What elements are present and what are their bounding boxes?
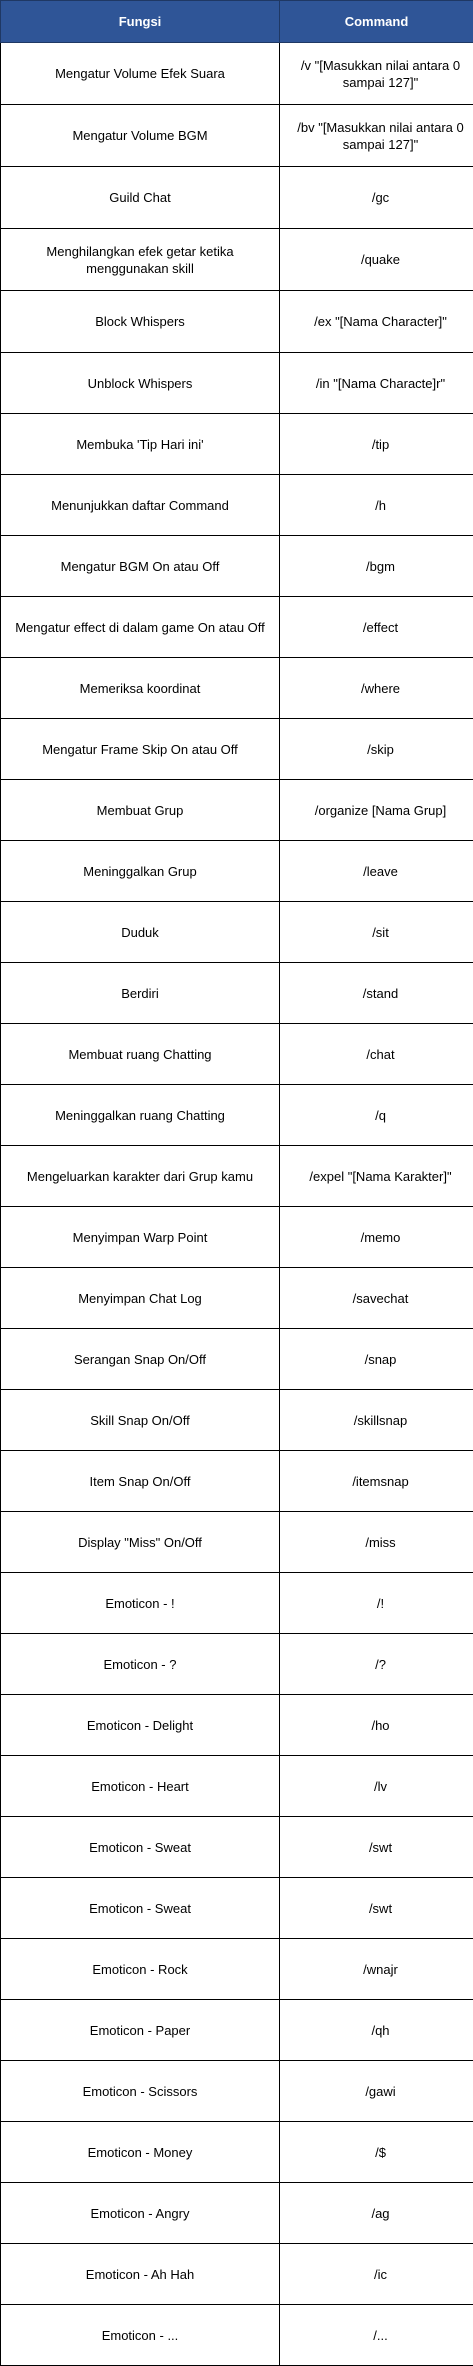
- table-row: [1, 2183, 473, 2244]
- table-row: [1, 1573, 473, 1634]
- cell-command: /expel "[Nama Karakter]": [280, 1146, 473, 1207]
- cell-command: /in "[Nama Characte]r": [280, 353, 473, 414]
- cell-command: /ag: [280, 2183, 473, 2244]
- cell-fungsi: Serangan Snap On/Off: [1, 1329, 280, 1390]
- cell-command: /organize [Nama Grup]: [280, 780, 473, 841]
- table-row: [1, 1268, 473, 1329]
- table-row: [1, 105, 473, 167]
- cell-fungsi: Menyimpan Warp Point: [1, 1207, 280, 1268]
- cell-command: /chat: [280, 1024, 473, 1085]
- cell-fungsi: Emoticon - Angry: [1, 2183, 280, 2244]
- cell-command: /swt: [280, 1817, 473, 1878]
- table-row: [1, 1146, 473, 1207]
- table-row: [1, 1329, 473, 1390]
- table-row: [1, 1512, 473, 1573]
- cell-fungsi: Menyimpan Chat Log: [1, 1268, 280, 1329]
- table-row: [1, 841, 473, 902]
- cell-command: /tip: [280, 414, 473, 475]
- table-row: [1, 353, 473, 414]
- cell-fungsi: Membuka 'Tip Hari ini': [1, 414, 280, 475]
- table-header-row: [1, 1, 473, 43]
- cell-command: /memo: [280, 1207, 473, 1268]
- cell-command: /sit: [280, 902, 473, 963]
- cell-command: /lv: [280, 1756, 473, 1817]
- cell-fungsi: Emoticon - Paper: [1, 2000, 280, 2061]
- cell-command: /...: [280, 2305, 473, 2366]
- table-row: [1, 658, 473, 719]
- table-row: [1, 1390, 473, 1451]
- table-row: [1, 2000, 473, 2061]
- cell-command: /$: [280, 2122, 473, 2183]
- table-row: [1, 780, 473, 841]
- cell-fungsi: Membuat ruang Chatting: [1, 1024, 280, 1085]
- cell-fungsi: Membuat Grup: [1, 780, 280, 841]
- cell-command: /ho: [280, 1695, 473, 1756]
- cell-command: /miss: [280, 1512, 473, 1573]
- cell-fungsi: Emoticon - Delight: [1, 1695, 280, 1756]
- cell-fungsi: Block Whispers: [1, 291, 280, 353]
- table-row: [1, 1878, 473, 1939]
- cell-command: /ic: [280, 2244, 473, 2305]
- cell-fungsi: Unblock Whispers: [1, 353, 280, 414]
- cell-fungsi: Emoticon - Sweat: [1, 1878, 280, 1939]
- cell-command: /stand: [280, 963, 473, 1024]
- cell-fungsi: Emoticon - Scissors: [1, 2061, 280, 2122]
- table-row: [1, 1695, 473, 1756]
- table-row: [1, 719, 473, 780]
- cell-fungsi: Emoticon - ...: [1, 2305, 280, 2366]
- cell-command: /skillsnap: [280, 1390, 473, 1451]
- header-command: Command: [280, 1, 473, 43]
- table-row: [1, 2305, 473, 2366]
- table-row: [1, 1085, 473, 1146]
- table-row: [1, 291, 473, 353]
- cell-command: /savechat: [280, 1268, 473, 1329]
- cell-command: /quake: [280, 229, 473, 291]
- cell-fungsi: Emoticon - Sweat: [1, 1817, 280, 1878]
- table-row: [1, 2244, 473, 2305]
- cell-command: /effect: [280, 597, 473, 658]
- cell-command: /gawi: [280, 2061, 473, 2122]
- cell-fungsi: Menunjukkan daftar Command: [1, 475, 280, 536]
- cell-fungsi: Item Snap On/Off: [1, 1451, 280, 1512]
- header-fungsi: Fungsi: [1, 1, 280, 43]
- cell-command: /skip: [280, 719, 473, 780]
- cell-fungsi: Guild Chat: [1, 167, 280, 229]
- cell-fungsi: Emoticon - !: [1, 1573, 280, 1634]
- cell-fungsi: Berdiri: [1, 963, 280, 1024]
- cell-fungsi: Skill Snap On/Off: [1, 1390, 280, 1451]
- table-row: [1, 1451, 473, 1512]
- cell-fungsi: Mengatur Volume BGM: [1, 105, 280, 167]
- table-body: [1, 43, 473, 2366]
- table-row: [1, 1634, 473, 1695]
- table-row: [1, 1207, 473, 1268]
- cell-fungsi: Mengatur Frame Skip On atau Off: [1, 719, 280, 780]
- cell-fungsi: Mengatur effect di dalam game On atau Off: [1, 597, 280, 658]
- cell-command: /snap: [280, 1329, 473, 1390]
- table-row: [1, 414, 473, 475]
- table-row: [1, 2061, 473, 2122]
- table-row: [1, 597, 473, 658]
- table-row: [1, 963, 473, 1024]
- cell-fungsi: Emoticon - Rock: [1, 1939, 280, 2000]
- cell-command: /bv "[Masukkan nilai antara 0 sampai 127]": [280, 105, 473, 167]
- cell-command: /swt: [280, 1878, 473, 1939]
- table-row: [1, 43, 473, 105]
- table-row: [1, 229, 473, 291]
- table-row: [1, 167, 473, 229]
- table-row: [1, 2122, 473, 2183]
- cell-command: /h: [280, 475, 473, 536]
- cell-fungsi: Menghilangkan efek getar ketika menggunakan skill: [1, 229, 280, 291]
- cell-fungsi: Emoticon - Money: [1, 2122, 280, 2183]
- cell-command: /q: [280, 1085, 473, 1146]
- table-row: [1, 1024, 473, 1085]
- cell-fungsi: Mengeluarkan karakter dari Grup kamu: [1, 1146, 280, 1207]
- cell-fungsi: Meninggalkan ruang Chatting: [1, 1085, 280, 1146]
- table-row: [1, 1939, 473, 2000]
- cell-command: /!: [280, 1573, 473, 1634]
- cell-command: /bgm: [280, 536, 473, 597]
- cell-command: /wnajr: [280, 1939, 473, 2000]
- table-row: [1, 536, 473, 597]
- cell-fungsi: Emoticon - ?: [1, 1634, 280, 1695]
- cell-command: /gc: [280, 167, 473, 229]
- cell-command: /qh: [280, 2000, 473, 2061]
- cell-command: /where: [280, 658, 473, 719]
- cell-command: /itemsnap: [280, 1451, 473, 1512]
- cell-fungsi: Mengatur BGM On atau Off: [1, 536, 280, 597]
- cell-command: /leave: [280, 841, 473, 902]
- cell-fungsi: Duduk: [1, 902, 280, 963]
- cell-fungsi: Emoticon - Heart: [1, 1756, 280, 1817]
- cell-command: /?: [280, 1634, 473, 1695]
- table-row: [1, 1817, 473, 1878]
- cell-fungsi: Memeriksa koordinat: [1, 658, 280, 719]
- cell-command: /ex "[Nama Character]": [280, 291, 473, 353]
- table-row: [1, 475, 473, 536]
- cell-fungsi: Meninggalkan Grup: [1, 841, 280, 902]
- cell-command: /v "[Masukkan nilai antara 0 sampai 127]": [280, 43, 473, 105]
- cell-fungsi: Display "Miss" On/Off: [1, 1512, 280, 1573]
- table-row: [1, 902, 473, 963]
- cell-fungsi: Emoticon - Ah Hah: [1, 2244, 280, 2305]
- cell-fungsi: Mengatur Volume Efek Suara: [1, 43, 280, 105]
- table-row: [1, 1756, 473, 1817]
